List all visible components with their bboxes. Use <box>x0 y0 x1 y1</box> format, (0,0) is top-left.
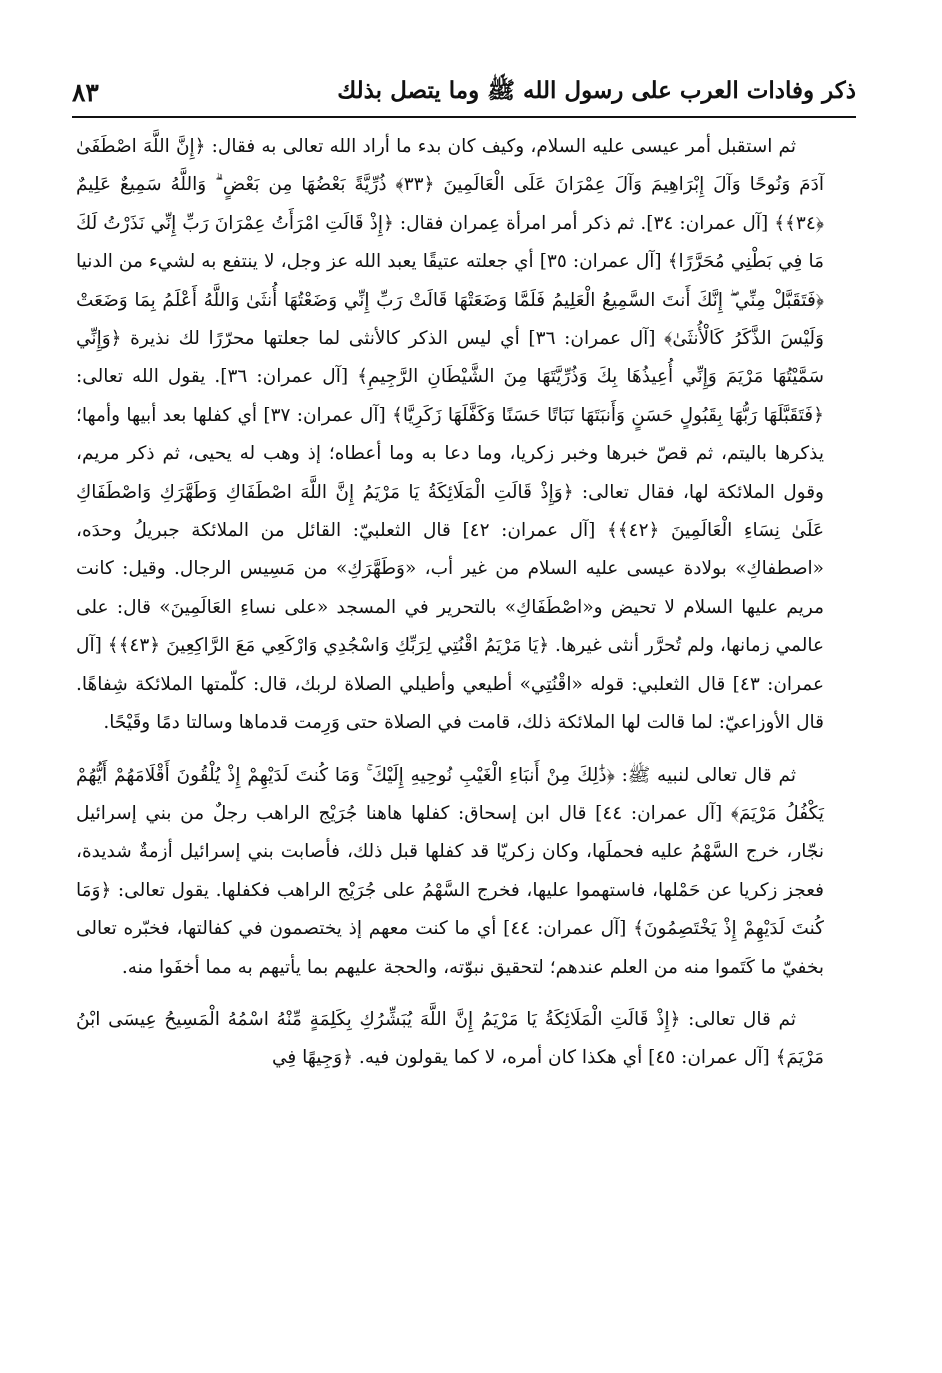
page-number: ٨٣ <box>72 78 99 107</box>
paragraph-2: ثم قال تعالى لنبيه ﷺ: ﴿ذَٰلِكَ مِنْ أَنبَاءِ الْغَيْبِ نُوحِيهِ إِلَيْكَ ۚ وَمَا كُنتَ لَدَيْهِمْ إِذْ يُلْقُونَ أَقْلَامَهُمْ أَيُّهُمْ يَكْفُلُ مَرْيَمَ﴾ [آل عمران: ٤٤] قال ابن إسحاق: كفلها هاهنا جُرَيْج الراهب رجلٌ من بني إسرائيل نجّار، خرج السَّهْمُ عليه فحملَها، وكان زكريّا قد كفلها قبل ذلك، فأصابت بني إسرائيل أزمةٌ شديدة، فعجز زكريا عن حَمْلها، فاستهموا عليها، فخرج السَّهْمُ على جُرَيْج الراهب فكفلها. يقول تعالى: ﴿وَمَا كُنتَ لَدَيْهِمْ إِذْ يَخْتَصِمُونَ﴾ [آل عمران: ٤٤] أي ما كنت معهم إذ يختصمون في كفالتها، فخبّره تعالى بخفيّ ما كَتَموا منه من العلم عندهم؛ لتحقيق نبوّته، والحجة عليهم بما يأتيهم به مما أخفَوا منه. <box>76 764 824 978</box>
chapter-title: ذكر وفادات العرب على رسول الله ﷺ وما يتصل بذلك <box>337 77 856 104</box>
paragraph-1: ثم استقبل أمر عيسى عليه السلام، وكيف كان بدء ما أراد الله تعالى به فقال: ﴿إِنَّ اللَّهَ اصْطَفَىٰ آدَمَ وَنُوحًا وَآلَ إِبْرَاهِيمَ وَآلَ عِمْرَانَ عَلَى الْعَالَمِينَ ﴿٣٣﴾ ذُرِّيَّةً بَعْضُهَا مِن بَعْضٍ ۗ وَاللَّهُ سَمِيعٌ عَلِيمٌ ﴿٣٤﴾﴾ [آل عمران: ٣٤]. ثم ذكر أمر امرأة عِمران فقال: ﴿إِذْ قَالَتِ امْرَأَتُ عِمْرَانَ رَبِّ إِنِّي نَذَرْتُ لَكَ مَا فِي بَطْنِي مُحَرَّرًا﴾ [آل عمران: ٣٥] أي جعلته عتيقًا يعبد الله عز وجل، لا ينتفع به لشيء من الدنيا ﴿فَتَقَبَّلْ مِنِّي ۖ إِنَّكَ أَنتَ السَّمِيعُ الْعَلِيمُ فَلَمَّا وَضَعَتْهَا قَالَتْ رَبِّ إِنِّي وَضَعْتُهَا أُنثَىٰ وَاللَّهُ أَعْلَمُ بِمَا وَضَعَتْ وَلَيْسَ الذَّكَرُ كَالْأُنثَىٰ﴾ [آل عمران: ٣٦] أي ليس الذكر كالأنثى لما جعلتها محرّرًا لك نذيرة ﴿وَإِنِّي سَمَّيْتُهَا مَرْيَمَ وَإِنِّي أُعِيذُهَا بِكَ وَذُرِّيَّتَهَا مِنَ الشَّيْطَانِ الرَّجِيمِ﴾ [آل عمران: ٣٦]. يقول الله تعالى: ﴿فَتَقَبَّلَهَا رَبُّهَا بِقَبُولٍ حَسَنٍ وَأَنبَتَهَا نَبَاتًا حَسَنًا وَكَفَّلَهَا زَكَرِيَّا﴾ [آل عمران: ٣٧] أي كفلها بعد أبيها وأمها؛ يذكرها باليتم، ثم قصّ خبرها وخبر زكريا، وما دعا به وما أعطاه؛ إذ وهب له يحيى، ثم ذكر مريم، وقول الملائكة لها، فقال تعالى: ﴿وَإِذْ قَالَتِ الْمَلَائِكَةُ يَا مَرْيَمُ إِنَّ اللَّهَ اصْطَفَاكِ وَطَهَّرَكِ وَاصْطَفَاكِ عَلَىٰ نِسَاءِ الْعَالَمِينَ ﴿٤٢﴾﴾ [آل عمران: ٤٢] قال الثعلبيّ: القائل من الملائكة جبريلُ وحدَه، «اصطفاكِ» بولادة عيسى عليه السلام من غير أب، «وَطَهَّرَكِ» من مَسِيس الرجال. وقيل: كانت مريم عليها السلام لا تحيض و«اصْطَفَاكِ» بالتحرير في المسجد «على نساءِ العَالَمِينَ» قال: على عالمي زمانها، ولم تُحرَّر أنثى غيرها. ﴿يَا مَرْيَمُ اقْنُتِي لِرَبِّكِ وَاسْجُدِي وَارْكَعِي مَعَ الرَّاكِعِينَ ﴿٤٣﴾﴾ [آل عمران: ٤٣] قال الثعلبي: قوله «اقْنُتِي» أطيعي وأطيلي الصلاة لربك، قال: كلّمتها الملائكة شِفاهًا. قال الأوزاعيّ: لما قالت لها الملائكة ذلك، قامت في الصلاة حتى وَرِمت قدماها وسالتا دمًا وقَيْحًا. <box>76 136 825 734</box>
header-rule <box>72 116 856 118</box>
running-header <box>72 70 856 114</box>
body-text <box>76 128 824 1078</box>
paragraph-3: ثم قال تعالى: ﴿إِذْ قَالَتِ الْمَلَائِكَةُ يَا مَرْيَمُ إِنَّ اللَّهَ يُبَشِّرُكِ بِكَلِمَةٍ مِّنْهُ اسْمُهُ الْمَسِيحُ عِيسَى ابْنُ مَرْيَمَ﴾ [آل عمران: ٤٥] أي هكذا كان أمره، لا كما يقولون فيه. ﴿وَجِيهًا فِي <box>76 1008 824 1069</box>
